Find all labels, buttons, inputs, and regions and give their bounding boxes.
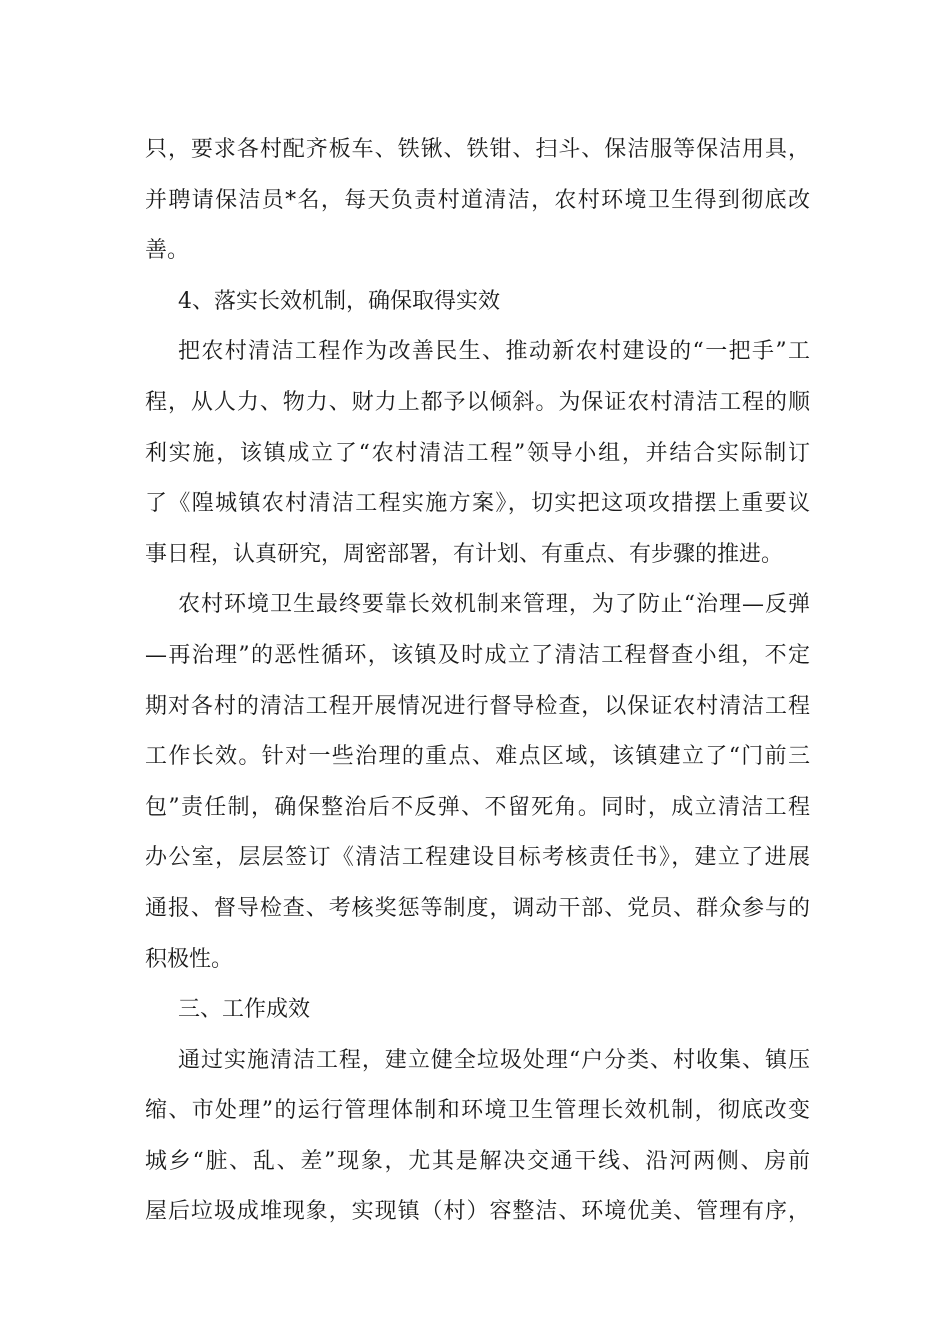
- text-line: 屋后垃圾成堆现象，实现镇（村）容整洁、环境优美、管理有序，: [145, 1199, 810, 1225]
- text-line: 利实施，该镇成立了“农村清洁工程”领导小组，并结合实际制订: [145, 440, 810, 466]
- text-line: 积极性。: [145, 946, 234, 972]
- text-line: 通过实施清洁工程，建立健全垃圾处理“户分类、村收集、镇压: [178, 1047, 810, 1073]
- text-line: 善。: [145, 238, 190, 264]
- text-line: 缩、市处理”的运行管理体制和环境卫生管理长效机制，彻底改变: [145, 1098, 810, 1124]
- text-line: 并聘请保洁员*名，每天负责村道清洁，农村环境卫生得到彻底改: [145, 187, 810, 213]
- body-text: [145, 125, 810, 1238]
- text-line: —再治理”的恶性循环，该镇及时成立了清洁工程督查小组，不定: [145, 642, 810, 668]
- text-line: 把农村清洁工程作为改善民生、推动新农村建设的“一把手”工: [178, 339, 810, 365]
- text-line: 程，从人力、物力、财力上都予以倾斜。为保证农村清洁工程的顺: [145, 389, 810, 415]
- section-heading: 4、落实长效机制，确保取得实效: [178, 288, 500, 314]
- text-line: 了《隍城镇农村清洁工程实施方案》，切实把这项攻措摆上重要议: [145, 491, 810, 517]
- text-line: 城乡“脏、乱、差”现象，尤其是解决交通干线、沿河两侧、房前: [145, 1148, 810, 1174]
- text-line: 办公室，层层签订《清洁工程建设目标考核责任书》，建立了进展: [145, 845, 810, 871]
- text-line: 只，要求各村配齐板车、铁锹、铁钳、扫斗、保洁服等保洁用具，: [145, 137, 810, 162]
- text-line: 农村环境卫生最终要靠长效机制来管理，为了防止“治理—反弹: [178, 592, 810, 618]
- text-line: 工作长效。针对一些治理的重点、难点区域，该镇建立了“门前三: [145, 744, 810, 770]
- text-line: 通报、督导检查、考核奖惩等制度，调动干部、党员、群众参与的: [145, 895, 810, 921]
- text-line: 包”责任制，确保整治后不反弹、不留死角。同时，成立清洁工程: [145, 794, 810, 820]
- text-line: 期对各村的清洁工程开展情况进行督导检查，以保证农村清洁工程: [145, 693, 810, 719]
- text-line: 事日程，认真研究，周密部署，有计划、有重点、有步骤的推进。: [145, 541, 784, 567]
- section-heading: 三、工作成效: [178, 997, 311, 1023]
